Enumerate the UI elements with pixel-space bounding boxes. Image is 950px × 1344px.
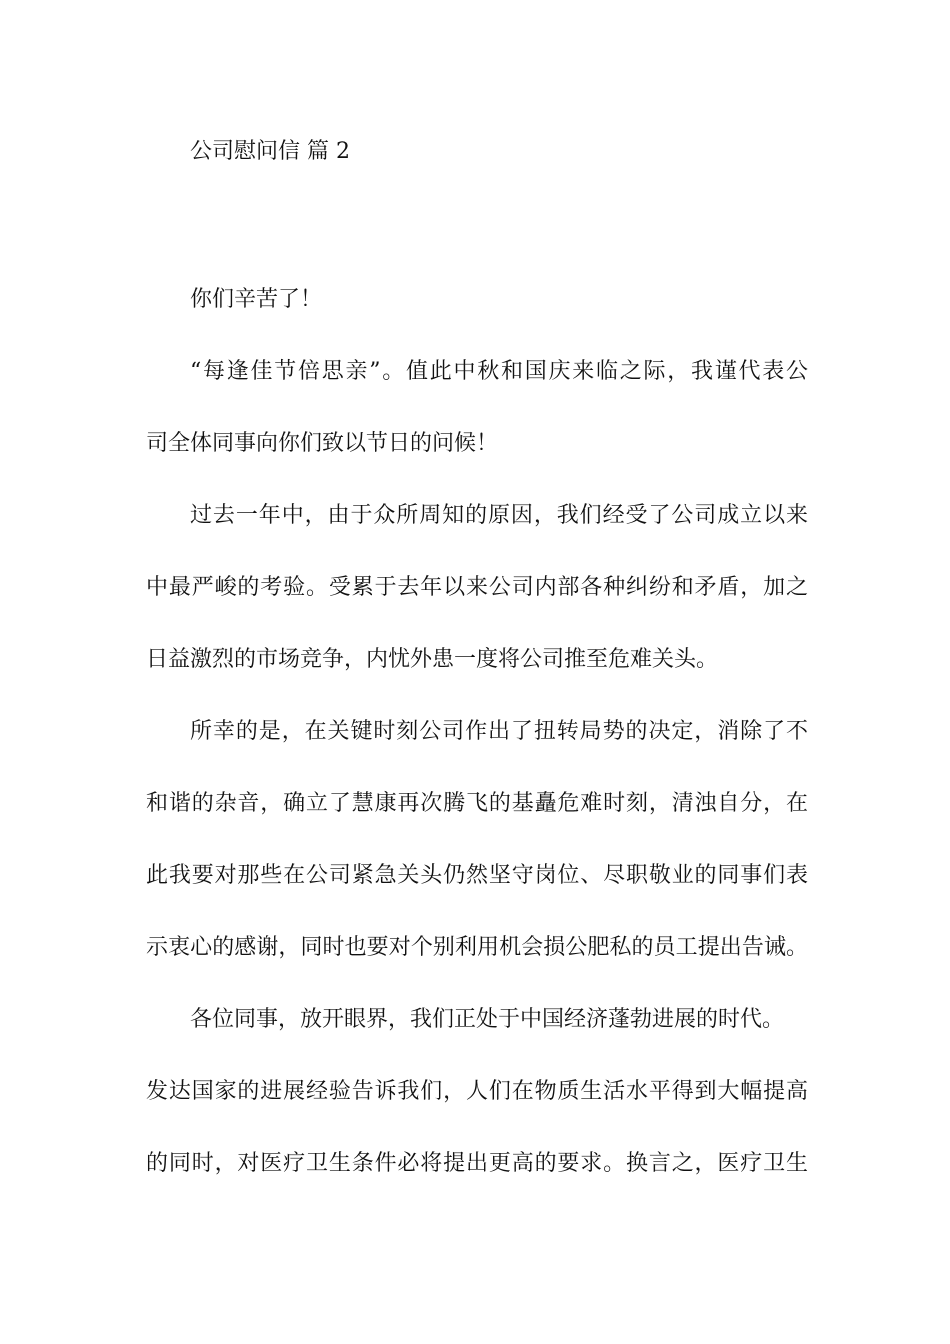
- document-title: 公司慰问信 篇 2: [190, 139, 350, 164]
- paragraph-line-greeting: 你们辛苦了！: [190, 287, 323, 312]
- paragraph-line: 中最严峻的考验。受累于去年以来公司内部各种纠纷和矛盾，加之: [146, 575, 808, 600]
- paragraph-line: 示衷心的感谢，同时也要对个别利用机会损公肥私的员工提出告诫。: [146, 935, 808, 960]
- paragraph-line: 和谐的杂音，确立了慧康再次腾飞的基矗危难时刻，清浊自分，在: [146, 791, 808, 816]
- paragraph-line: 此我要对那些在公司紧急关头仍然坚守岗位、尽职敬业的同事们表: [146, 863, 808, 888]
- paragraph-line: 的同时，对医疗卫生条件必将提出更高的要求。换言之，医疗卫生: [146, 1151, 808, 1176]
- paragraph-line: 所幸的是，在关键时刻公司作出了扭转局势的决定，消除了不: [190, 719, 808, 744]
- paragraph-line: 日益激烈的市场竞争，内忧外患一度将公司推至危难关头。: [146, 647, 719, 672]
- letter-body: [146, 281, 808, 1217]
- paragraph-line: 发达国家的进展经验告诉我们，人们在物质生活水平得到大幅提高: [146, 1079, 808, 1104]
- paragraph-line: “每逢佳节倍思亲”。值此中秋和国庆来临之际，我谨代表公: [190, 359, 808, 384]
- paragraph-line: 各位同事，放开眼界，我们正处于中国经济蓬勃进展的时代。: [190, 1007, 785, 1032]
- paragraph-line: 过去一年中，由于众所周知的原因，我们经受了公司成立以来: [190, 503, 808, 528]
- paragraph-line: 司全体同事向你们致以节日的问候！: [146, 431, 499, 456]
